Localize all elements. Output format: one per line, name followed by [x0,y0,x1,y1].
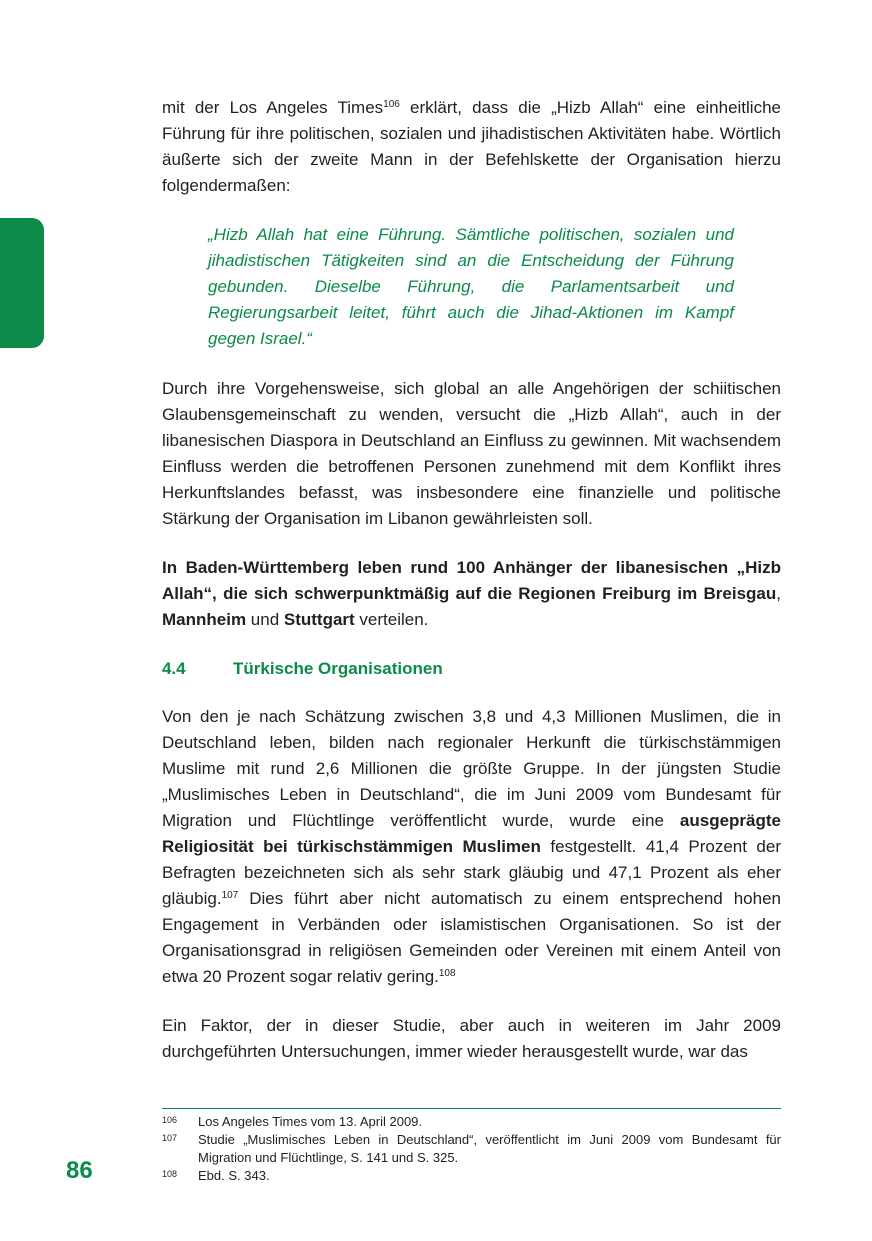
paragraph-3-sep-a: , [776,584,781,603]
footnotes [162,1113,781,1185]
footnote-number: 106 [162,1115,178,1125]
footnote-text: Studie „Muslimisches Leben in Deutschland“, veröffentlicht im Juni 2009 vom Bundesamt für Migration und Flüchtlinge, S. 141 und S. 325. [198,1132,781,1165]
footnote-text: Ebd. S. 343. [198,1168,270,1183]
footnote-ref-107[interactable]: 107 [221,890,239,901]
footnote-number: 108 [162,1169,178,1179]
paragraph-4-bold: ausgeprägte Religiosität bei türkischstämmigen Muslimen [162,811,781,856]
footnote-text: Los Angeles Times vom 13. April 2009. [198,1114,423,1129]
paragraph-1-text-b: erklärt, dass die „Hizb Allah“ eine einheitliche Führung für ihre politischen, sozialen und jihadistischen Aktivitäten habe. Wörtlich äußerte sich der zweite Mann in der Befehlskette der Organisation hierzu folgendermaßen: [162,98,781,195]
block-quote: „Hizb Allah hat eine Führung. Sämtliche politischen, sozialen und jihadistischen Tätigkeiten sind an die Entscheidung der Führung gebunden. Dieselbe Führung, die Parlamentsarbeit und Regierungsarbeit leitet, führt auch die Jihad-Aktionen im Kampf gegen Israel.“ [208,225,734,348]
paragraph-4-text-a: Von den je nach Schätzung zwischen 3,8 und 4,3 Millionen Muslimen, die in Deutschland leben, bilden nach regionaler Herkunft die türkischstämmigen Muslime mit rund 2,6 Millionen die größte Gruppe. In der jüngsten Studie „Muslimisches Leben in Deutschland“, die im Juni 2009 vom Bundesamt für Migration und Flüchtlinge veröffentlicht wurde, wurde eine [162,707,781,830]
section-number: 4.4 [162,659,186,678]
footnote [162,1167,781,1185]
paragraph-3-bold-a: In Baden-Württemberg leben rund 100 Anhänger der libanesischen „Hizb Allah“, die sich schwerpunktmäßig auf die Regionen Freiburg im Breisgau [162,558,781,603]
paragraph-2: Durch ihre Vorgehensweise, sich global an alle Angehörigen der schiitischen Glaubensgemeinschaft zu wenden, versucht die „Hizb Allah“, auch in der libanesischen Diaspora in Deutschland an Einfluss zu gewinnen. Mit wachsendem Einfluss werden die betroffenen Personen zunehmend mit dem Konflikt ihres Herkunftslandes befasst, was insbesondere eine finanzielle und politische Stärkung der Organisation im Libanon gewährleisten soll. [162,379,781,528]
page-number: 86 [66,1157,93,1184]
section-title: Türkische Organisationen [233,659,443,678]
footnote-ref-108[interactable]: 108 [438,968,456,979]
page-body [162,95,781,1088]
paragraph-3-bold-b: Mannheim [162,610,247,629]
footnote-ref-106[interactable]: 106 [383,99,400,110]
paragraph-4-text-b: festgestellt. 41,4 Prozent der Befragten bezeichneten sich als sehr stark gläubig und 47,1 Prozent als eher gläubig. [162,837,782,908]
footnote-number: 107 [162,1133,178,1143]
chapter-side-tab [0,218,44,348]
footnote [162,1113,781,1131]
paragraph-3-tail: verteilen. [354,610,429,629]
paragraph-1-text-a: mit der Los Angeles Times [162,98,384,117]
section-heading [162,656,781,682]
paragraph-3-sep-b: und [246,610,284,629]
paragraph-4-text-c: Dies führt aber nicht automatisch zu einem entsprechend hohen Engagement in Verbänden oder islamistischen Organisationen. So ist der Organisationsgrad in religiösen Gemeinden oder Vereinen mit einem Anteil von etwa 20 Prozent sogar relativ gering. [162,889,781,986]
paragraph-3-bold-c: Stuttgart [283,610,355,629]
footnote [162,1131,781,1167]
paragraph-3 [162,555,781,633]
footnote-divider [162,1108,781,1109]
paragraph-4 [162,704,781,990]
paragraph-1 [162,95,781,199]
paragraph-5: Ein Faktor, der in dieser Studie, aber auch in weiteren im Jahr 2009 durchgeführten Untersuchungen, immer wieder herausgestellt wurde, war das [162,1016,781,1061]
